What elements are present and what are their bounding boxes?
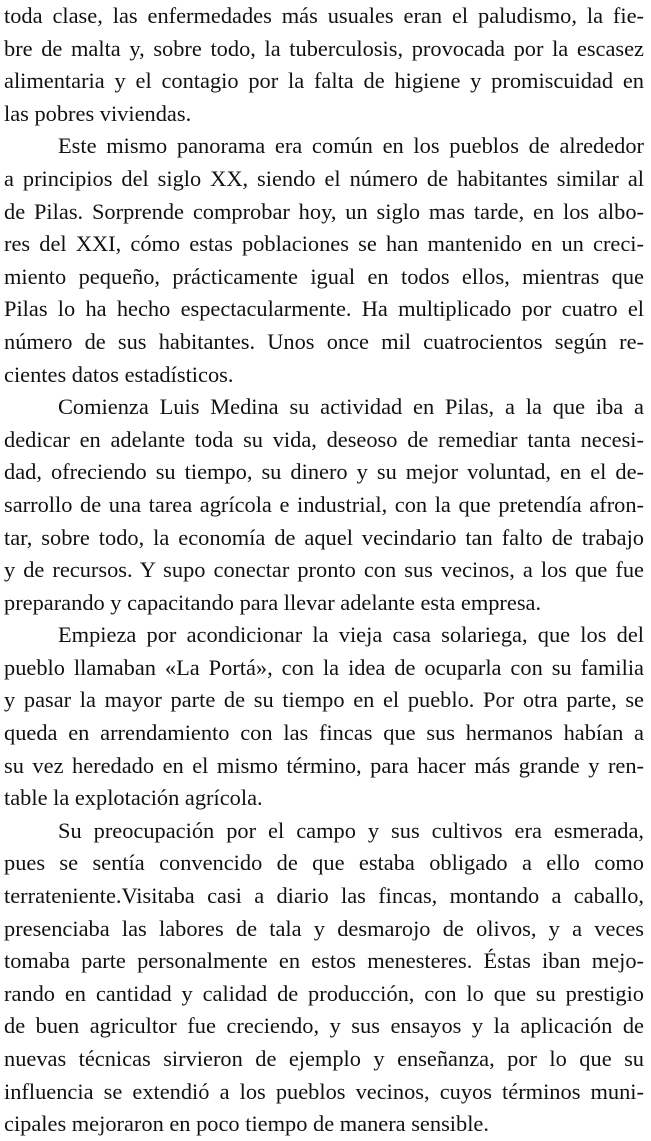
text-line: toda clase, las enfermedades más usuales eran el paludismo, la fie- <box>4 3 644 28</box>
text-line: y de recursos. Y supo conectar pronto con sus vecinos, a los que fue <box>4 557 644 583</box>
text-line: sarrollo de una tarea agrícola e industrial, con la que pretendía afron- <box>4 491 644 517</box>
text-line: queda en arrendamiento con las fincas que sus hermanos habían a <box>4 720 644 746</box>
text-line: alimentaria y el contagio por la falta de higiene y promiscuidad en <box>4 68 644 94</box>
text-line: las pobres viviendas. <box>4 100 192 126</box>
text-line: Su preocupación por el campo y sus cultivos era esmerada, <box>58 817 644 843</box>
text-line: Empieza por acondicionar la vieja casa solariega, que los del <box>58 622 644 648</box>
text-line: cientes datos estadísticos. <box>4 361 234 387</box>
paragraph <box>4 815 644 1141</box>
text-line: dedicar en adelante toda su vida, deseoso de remediar tanta necesi- <box>4 426 644 452</box>
text-line: presenciaba las labores de tala y desmarojo de olivos, y a veces <box>4 915 644 941</box>
text-line: de Pilas. Sorprende comprobar hoy, un siglo mas tarde, en los albo- <box>4 198 644 224</box>
document-page <box>4 0 644 1141</box>
text-line: pueblo llamaban «La Portá», con la idea de ocuparla con su familia <box>4 654 644 680</box>
text-line: bre de malta y, sobre todo, la tuberculosis, provocada por la escasez <box>4 35 644 61</box>
text-line: cipales mejoraron en poco tiempo de manera sensible. <box>4 1111 489 1137</box>
paragraph <box>4 619 644 815</box>
text-line: terrateniente.Visitaba casi a diario las fincas, montando a caballo, <box>4 883 644 909</box>
text-line: rando en cantidad y calidad de producción, con lo que su prestigio <box>4 980 644 1006</box>
text-line: Pilas lo ha hecho espectacularmente. Ha multiplicado por cuatro el <box>4 296 644 322</box>
text-line: a principios del siglo XX, siendo el número de habitantes similar al <box>4 165 644 191</box>
text-line: table la explotación agrícola. <box>4 785 263 811</box>
paragraph <box>4 391 644 619</box>
text-line: res del XXI, cómo estas poblaciones se han mantenido en un creci- <box>4 231 644 257</box>
text-line: dad, ofreciendo su tiempo, su dinero y su mejor voluntad, en el de- <box>4 459 644 485</box>
text-line: nuevas técnicas sirvieron de ejemplo y enseñanza, por lo que su <box>4 1046 644 1071</box>
text-line: miento pequeño, prácticamente igual en todos ellos, mientras que <box>4 263 644 289</box>
text-line: Comienza Luis Medina su actividad en Pilas, a la que iba a <box>58 394 644 420</box>
text-line: su vez heredado en el mismo término, para hacer más grande y ren- <box>4 752 644 778</box>
text-line: preparando y capacitando para llevar adelante esta empresa. <box>4 589 542 615</box>
text-line: y pasar la mayor parte de su tiempo en el pueblo. Por otra parte, se <box>4 687 644 713</box>
text-line: influencia se extendió a los pueblos vecinos, cuyos términos muni- <box>4 1078 644 1104</box>
paragraph <box>4 130 644 391</box>
text-line: Este mismo panorama era común en los pueblos de alrededor <box>58 133 644 159</box>
text-line: de buen agricultor fue creciendo, y sus ensayos y la aplicación de <box>4 1013 644 1039</box>
paragraph <box>4 0 644 130</box>
text-line: tar, sobre todo, la economía de aquel vecindario tan falto de trabajo <box>4 524 644 550</box>
text-line: pues se sentía convencido de que estaba obligado a ello como <box>4 850 644 876</box>
text-line: tomaba parte personalmente en estos menesteres. Éstas iban mejo- <box>4 948 644 974</box>
text-line: número de sus habitantes. Unos once mil cuatrocientos según re- <box>4 328 644 354</box>
